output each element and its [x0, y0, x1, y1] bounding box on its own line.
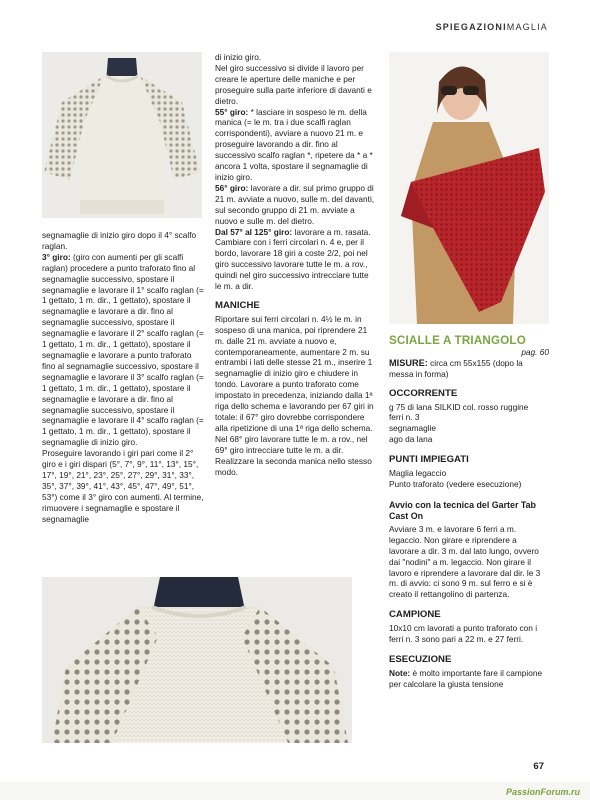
punti-list [389, 468, 549, 490]
shawl-title: SCIALLE A TRIANGOLO [389, 334, 526, 347]
footer-bar [0, 782, 590, 800]
sweater-photo-top [42, 52, 202, 218]
list-item: Maglia legaccio [389, 468, 447, 479]
list-item: segnamaglie [389, 423, 437, 434]
left-paragraph-3: Proseguire lavorando i giri pari come il 2° giro e i giri dispari (5°, 7°, 9°, 11°, 13°, 15°, 17°, 19°, 21°, 23°, 25°, 27°, 29°, 31°, 33°, 35°, 37°, 39°, 41°, 43°, 45°, 47°, 49°, 51°, 53°) come il 3° giro con aumenti. Al termine, rimuovere i segnamaglie e spostare il segnamaglie [42, 448, 204, 524]
occorrente-list [389, 402, 549, 446]
page-header: SPIEGAZIONIMAGLIA [435, 22, 548, 32]
left-column [42, 230, 204, 524]
middle-paragraph-5: Dal 57° al 125° giro: lavorare a m. rasata. Cambiare con i ferri circolari n. 4 e, per il bordo, lavorare 18 giri a coste 2/2, poi nel giro successivo lavorare tutte le m. a rov., quindi nel giro successivo intrecciare tutte le m. a dir. [215, 226, 371, 292]
middle-paragraph-2: Nel giro successivo si divide il lavoro per creare le aperture delle maniche e per proseguire sulla parte inferiore di davanti e dietro. [215, 62, 372, 106]
section-occorrente: OCCORRENTE [389, 387, 458, 399]
right-column [389, 336, 549, 690]
avvio-text: Avviare 3 m. e lavorare 6 ferri a m. legaccio. Non girare e riprendere a lavorare a dir. 3 m. dal lato lungo, ovvero dai "nodini" a m. legaccio. Non girare il lavoro e riprendere a lavorare dal dir. le 3 m. di avvio: ci sono 9 m. sul ferro e si è creato il rettangolino di partenza. [389, 523, 541, 600]
section-punti: PUNTI IMPIEGATI [389, 454, 469, 466]
misure: MISURE: circa cm 55x155 (dopo la messa in forma) [389, 357, 523, 379]
left-paragraph-2: 3° giro: (giro con aumenti per gli scalfi raglan) procedere a punto traforato fino al segnamaglie successivo, spostare il segnamaglie e lavorare il 1° scalfo raglan (= 1 gettato, 1 m. dir., 1 gettato), spostare il segnamaglie e lavorare a dir. fino al segnamaglie successivo, spostare il segnamaglie e lavorare il 2° scalfo raglan (= 1 gettato, 1 m. dir., 1 gettato), spostare il segnamaglie e lavorare a punto traforato fino al segnamaglie successivo, spostare il segnamaglie e lavorare il 3° scalfo raglan (= 1 gettato, 1 m. dir., 1 gettato), spostare il segnamaglie e lavorare a dir. fino al segnamaglie successivo, spostare il segnamaglie e lavorare il 4° scalfo raglan (= 1 gettato, 1 m. dir., 1 gettato), spostare il segnamaglie di inizio giro. [42, 251, 204, 448]
middle-column [215, 52, 376, 477]
section-esecuzione: ESECUZIONE [389, 653, 452, 665]
shawl-photo [389, 52, 549, 324]
middle-paragraph-1: di inizio giro. [215, 52, 262, 62]
watermark: PassionForum.ru [505, 787, 580, 797]
section-maniche: MANICHE [215, 299, 260, 311]
list-item: ferri n. 3 [389, 412, 420, 423]
middle-paragraph-4: 56° giro: lavorare a dir. sul primo gruppo di 21 m. avviate a nuovo, sulle m. del davanti, sul secondo gruppo di 21 m. avviate a nuovo e sulle m. del dietro. [215, 182, 375, 226]
section-avvio: Avvio con la tecnica del Garter Tab Cast On [389, 499, 536, 521]
esecuzione-text: Note: è molto importante fare il campione per calcolare la giusta tensione [389, 667, 543, 689]
left-paragraph-1: segnamaglie di inizio giro dopo il 4° scalfo raglan. [42, 230, 197, 251]
sweater-photo-bottom [42, 577, 352, 743]
middle-paragraph-3: 55° giro: * lasciare in sospeso le m. della manica (= le m. tra i due scalfi raglan corrispondenti), avviare a nuovo 21 m. e proseguire lavorando a dir. fino al successivo scalfo raglan *, ripetere da * a * ancora 1 volta, spostare il segnamaglie di inizio giro. [215, 106, 373, 182]
campione-text: 10x10 cm lavorati a punto traforato con i ferri n. 3 sono pari a 22 m. e 27 ferri. [389, 623, 538, 645]
section-campione: CAMPIONE [389, 609, 441, 621]
list-item: ago da lana [389, 434, 433, 445]
page-reference: pag. 60 [521, 346, 549, 357]
list-item: Punto traforato (vedere esecuzione) [389, 478, 522, 489]
middle-paragraph-6: Riportare sui ferri circolari n. 4½ le m. in sospeso di una manica, poi riprendere 21 m. dalle 21 m. avviate a nuovo e, contemporaneamente, aumentare 2 m. su entrambi i lati delle stesse 21 m., inserire 1 segnamaglie di inizio giro e chiudere in tondo. Lavorare a punto traforato come impostato in precedenza, iniziando dalla 1ª riga dello schema e lavorando per 67 giri in totale: il 67° giro dovrebbe corrispondere alla ripetizione di una 1ª riga dello schema. Nel 68° giro lavorare tutte le m. a rov., nel 69° giro intrecciare tutte le m. a dir. [215, 313, 374, 455]
middle-paragraph-7: Realizzare la seconda manica nello stesso modo. [215, 455, 372, 477]
page-number: 67 [533, 761, 544, 772]
list-item: g 75 di lana SILKID col. rosso ruggine [389, 401, 529, 412]
